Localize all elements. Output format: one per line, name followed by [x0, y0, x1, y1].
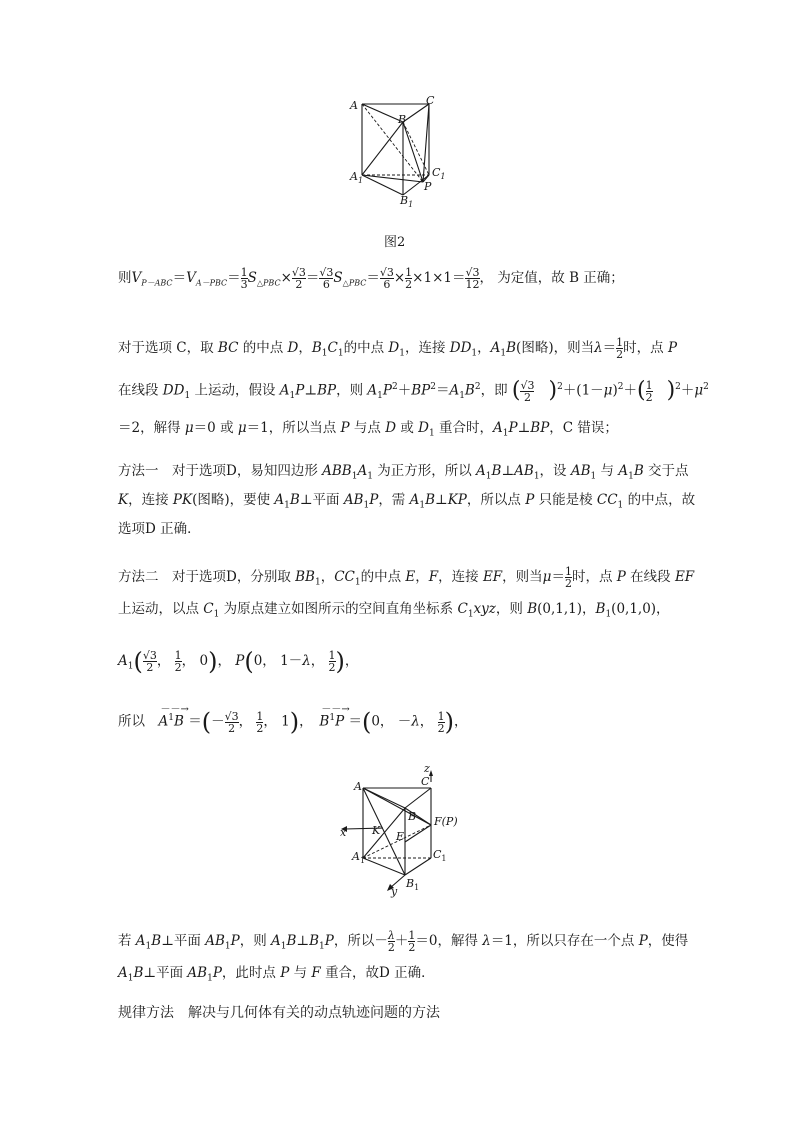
fig1-label-A1: $A_1$ — [350, 170, 364, 186]
fig2-label-C: C — [421, 775, 430, 788]
method-two-heading: 方法二 — [118, 569, 159, 585]
fig2-label-A1: $A_1$ — [352, 850, 366, 866]
fig2-label-E: E — [396, 830, 405, 843]
method-two-coords: $A_1$( √3 2 ， 1 2， 0)， P(0， 1－λ， 1 2)， — [118, 647, 359, 676]
fig1-label-P: P — [424, 180, 432, 193]
fig1-label-B: B — [398, 113, 407, 126]
option-c-line-2: 在线段 $DD_1$ 上运动，假设 $A_1P\perp BP$，则 $A_1P^2+BP^2=A_1B^2$，即 ( √3 2 )$^2+(1-\mu)^2+$( 1 2 )$^2+\mu^2$ — [118, 378, 709, 404]
fig2-label-K: K — [372, 824, 381, 837]
fig2-label-x: x — [340, 826, 347, 839]
method-one-line-3: 选项D 正确． — [118, 521, 201, 537]
option-c-line-3: ＝2，解得 μ＝0 或 μ＝1，所以当点 P 与点 D 或 $D_1$ 重合时，$A_1P\perp BP$，C 错误； — [118, 420, 618, 439]
fig1-label-C: C — [426, 94, 435, 107]
method-two-line-2: 上运动，以点 $C_1$ 为原点建立如图所示的空间直角坐标系 $C_1xyz$，则 B(0,1,1)，$B_1(0,1,0)$， — [118, 601, 670, 620]
fig2-label-FP: F(P) — [434, 815, 458, 828]
option-c-line-1: 对于选项 C，取 BC 的中点 D，$B_1C_1$的中点 $D_1$，连接 $DD_1$，$A_1B$(图略)，则当λ＝ 1 2时，点 P — [118, 336, 678, 361]
method-one-line-2: K，连接 PK(图略)，要使 $A_1B\perp$平面 $AB_1P$，需 $A_1B\perp KP$，所以点 P 只能是棱 $CC_1$ 的中点，故 — [118, 492, 696, 511]
method-two-line-1: 方法二 对于选项D，分别取 $BB_1$，$CC_1$的中点 E，F，连接 EF，则当μ＝ 1 2时，点 P 在线段 EF — [118, 565, 695, 590]
fig1-label-A: A — [350, 99, 358, 112]
fig2-label-z: z — [424, 762, 430, 775]
fig2-label-B: B — [408, 810, 417, 823]
conclusion-line-2: $A_1B\perp$平面 $AB_1P$，此时点 P 与 F 重合，故D 正确． — [118, 965, 435, 984]
summary-heading: 规律方法 解决与几何体有关的动点轨迹问题的方法 — [118, 1005, 440, 1021]
method-two-vectors: 所以 －－→ $A^1B$ ＝(－ √3 2 ， 1 2， 1)， －－→ $B^1P =(0$， －λ， 1 2)， — [118, 704, 468, 736]
fig1-label-B1: $B_1$ — [400, 194, 414, 210]
method-one-line-1: 方法一 对于选项D，易知四边形 $ABB_1A_1$ 为正方形，所以 $A_1B\perp AB_1$，设 $AB_1$ 与 $A_1B$ 交于点 — [118, 463, 689, 482]
fig2-label-C1: $C_1$ — [433, 848, 447, 864]
fig1-label-C1: $C_1$ — [432, 166, 446, 182]
figure-caption: 图2 — [384, 235, 406, 250]
method-one-heading: 方法一 — [118, 463, 159, 479]
fig2-label-y: y — [391, 885, 398, 898]
fig2-label-A: A — [354, 780, 362, 793]
volume-formula-line: 则$V_{P-ABC}=V_{A-PBC}=$ 1 $3S_{\triangle PBC}\times$ √3 2 ＝ √3 6 $S_{\triangle PBC}=$ √3 6 × 1 2×1×1＝ √3 12， 为定值，故 B 正确； — [118, 266, 624, 291]
conclusion-line-1: 若 $A_1B\perp$平面 $AB_1P$，则 $A_1B\perp B_1P$，所以－ λ 2＋ 1 2＝0，解得 λ＝1，所以只存在一个点 P，使得 — [118, 929, 689, 954]
fig2-label-B1: $B_1$ — [406, 877, 420, 893]
